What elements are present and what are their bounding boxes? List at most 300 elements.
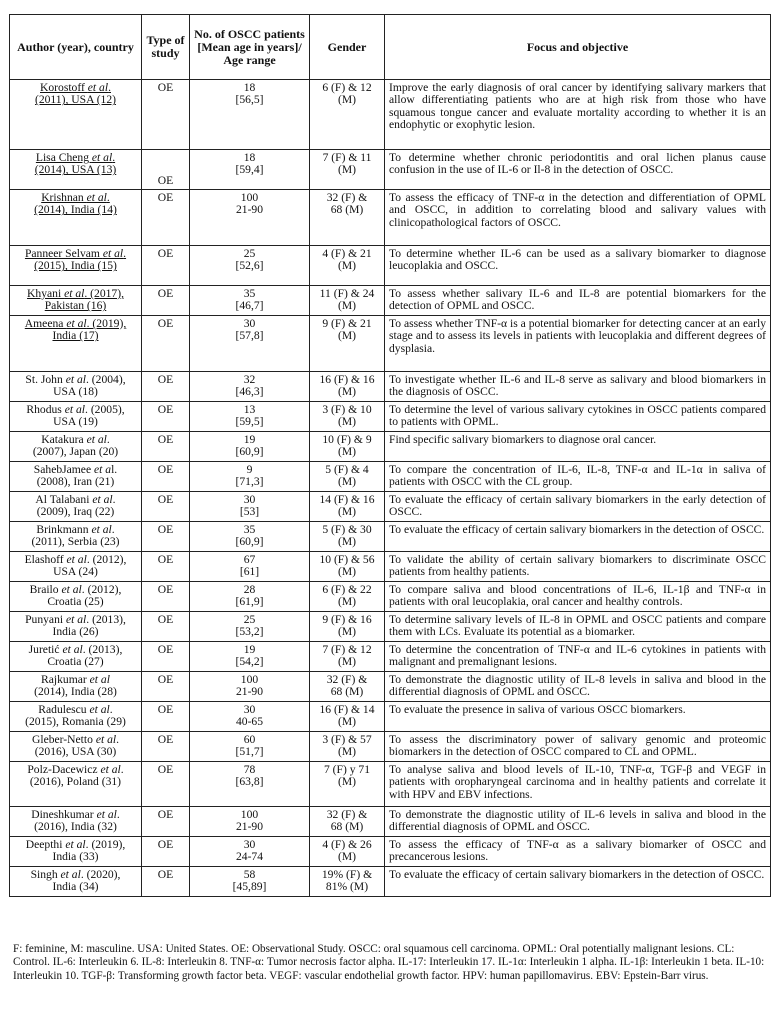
- author-punct: .: [120, 763, 124, 776]
- cell-author[interactable]: [10, 246, 142, 286]
- gender-line-2: (M): [337, 163, 357, 177]
- patient-age: [60,9]: [235, 445, 264, 459]
- author-year-country: India (33): [52, 850, 99, 864]
- author-name: Dineshkumar: [31, 808, 97, 821]
- cell-focus: To determine whether chronic periodontitis and oral lichen planus cause confusion in the use of IL-6 or Il-8 in the detection of OSCC.: [385, 150, 771, 190]
- author-text: [34, 673, 117, 698]
- gender-line-1: 7 (F) & 11: [322, 151, 372, 164]
- gender-line-2: 68 (M): [330, 203, 364, 217]
- author-year-country: (2016), India (32): [34, 820, 117, 834]
- cell-focus: To demonstrate the diagnostic utility of IL-8 levels in saliva and blood in the differential diagnosis of OPML and OSCC.: [385, 672, 771, 702]
- gender-line-2: (M): [337, 259, 357, 273]
- cell-author[interactable]: [10, 190, 142, 246]
- cell-patients: [190, 732, 310, 762]
- author-punct: . (2012),: [81, 583, 122, 596]
- patient-count: 18: [243, 81, 256, 94]
- author-text: [26, 403, 124, 428]
- author-punct: l.: [111, 463, 118, 476]
- author-name: Rajkumar: [41, 673, 90, 686]
- et-al: et al: [64, 287, 85, 300]
- author-name: St. John: [25, 373, 66, 386]
- cell-patients: [190, 642, 310, 672]
- patient-count: 100: [240, 673, 259, 686]
- patient-age: [45,89]: [232, 880, 267, 894]
- cell-type: OE: [142, 582, 190, 612]
- gender-line-1: 3 (F) & 10: [322, 403, 372, 416]
- cell-patients: [190, 837, 310, 867]
- author-reference-link[interactable]: [34, 191, 117, 216]
- author-year-country: Pakistan (16): [44, 299, 107, 313]
- table-body: [10, 80, 771, 897]
- table-footnote: F: feminine, M: masculine. USA: United States. OE: Observational Study. OSCC: oral squamous cell carcinoma. OPML: Oral potentially malignant lesions. CL: Control. IL-6: Interleukin 6. IL-8: Interleukin 8. TNF-α: Tumor necrosis factor alpha. IL-17: Interleukin 17. IL-1α: Interleukin 1 alpha. IL-1β: Interleukin 1 beta. IL-10: Interleukin 10. TGF-β: Transforming growth factor beta. VEGF: vascular endothelial growth factor. HPV: human papillomavirus. EBV: Epstein-Barr virus.: [13, 943, 765, 982]
- cell-author[interactable]: [10, 316, 142, 372]
- et-al: et al: [66, 553, 87, 566]
- table-row: [10, 582, 771, 612]
- table-row: [10, 867, 771, 897]
- gender-line-1: 16 (F) & 16: [319, 373, 375, 386]
- cell-author: [10, 732, 142, 762]
- et-al: et al: [62, 643, 83, 656]
- et-al: et al: [92, 493, 113, 506]
- patient-age: [61]: [239, 565, 260, 579]
- gender-line-2: (M): [337, 505, 357, 519]
- gender-line-1: 5 (F) & 4: [325, 463, 369, 476]
- author-name: Singh: [30, 868, 61, 881]
- gender-line-1: 19% (F) &: [321, 868, 373, 881]
- gender-line-2: (M): [337, 625, 357, 639]
- author-name: Elashoff: [24, 553, 67, 566]
- et-al: et al: [65, 373, 86, 386]
- patient-age: [63,8]: [235, 775, 264, 789]
- author-name: Ameena: [24, 317, 67, 330]
- et-al: et al: [86, 433, 107, 446]
- cell-gender: [310, 642, 385, 672]
- cell-author: [10, 492, 142, 522]
- cell-focus: Improve the early diagnosis of oral cancer by identifying salivary markers that allow differentiating patients who are at high risk from those who have squamous tongue cancer and evaluate mortality according to whether it is an endophytic or exophytic lesion.: [385, 80, 771, 150]
- cell-gender: [310, 492, 385, 522]
- gender-line-2: (M): [337, 655, 357, 669]
- gender-line-2: (M): [337, 565, 357, 579]
- patient-age: [56,5]: [235, 93, 264, 107]
- cell-patients: [190, 762, 310, 807]
- cell-type: OE: [142, 432, 190, 462]
- et-al: et al: [65, 838, 86, 851]
- author-text: [34, 463, 117, 488]
- table-row: [10, 702, 771, 732]
- patient-count: 58: [243, 868, 256, 881]
- et-al: et a: [94, 463, 112, 476]
- gender-line-2: (M): [337, 329, 357, 343]
- studies-table: [9, 14, 771, 897]
- cell-gender: [310, 732, 385, 762]
- cell-focus: To determine whether IL-6 can be used as a salivary biomarker to diagnose leucoplakia and OSCC.: [385, 246, 771, 286]
- author-name: Krishnan: [41, 191, 87, 204]
- gender-line-2: (M): [337, 93, 357, 107]
- author-punct: .: [106, 191, 110, 204]
- author-year-country: India (26): [52, 625, 99, 639]
- patient-age: [59,4]: [235, 163, 264, 177]
- gender-line-1: 7 (F) y 71: [323, 763, 371, 776]
- et-al: et al: [64, 403, 86, 416]
- cell-gender: [310, 402, 385, 432]
- author-punct: .: [123, 247, 127, 260]
- cell-author: [10, 372, 142, 402]
- author-text: [30, 583, 122, 608]
- gender-line-1: 4 (F) & 21: [322, 247, 372, 260]
- author-year-country: (2011), USA (12): [34, 93, 117, 107]
- cell-gender: [310, 837, 385, 867]
- gender-line-2: (M): [337, 775, 357, 789]
- gender-line-1: 32 (F) &: [326, 808, 368, 821]
- table-row: [10, 837, 771, 867]
- cell-author: [10, 582, 142, 612]
- header-row: [10, 15, 771, 80]
- author-year-country: (2016), Poland (31): [29, 775, 122, 789]
- author-name: Korostoff: [40, 81, 88, 94]
- cell-patients: [190, 582, 310, 612]
- patient-count: 30: [243, 493, 256, 506]
- author-reference-link[interactable]: [35, 81, 116, 106]
- cell-gender: [310, 190, 385, 246]
- patient-age: [46,7]: [235, 299, 264, 313]
- author-reference-link[interactable]: [35, 151, 116, 176]
- gender-line-1: 16 (F) & 14: [319, 703, 375, 716]
- author-reference-link[interactable]: [25, 247, 126, 272]
- author-text: [31, 868, 121, 893]
- author-text: [32, 733, 119, 758]
- et-al: et al: [66, 613, 87, 626]
- author-year-country: (2009), Iraq (22): [36, 505, 115, 519]
- et-al: et al: [89, 673, 110, 686]
- gender-line-2: (M): [337, 475, 357, 489]
- gender-line-2: (M): [337, 745, 357, 759]
- gender-line-1: 9 (F) & 16: [322, 613, 372, 626]
- cell-gender: [310, 762, 385, 807]
- patient-count: 19: [243, 643, 256, 656]
- cell-patients: [190, 80, 310, 150]
- patient-count: 78: [243, 763, 256, 776]
- gender-line-1: 10 (F) & 56: [319, 553, 375, 566]
- cell-patients: [190, 522, 310, 552]
- cell-patients: [190, 462, 310, 492]
- cell-patients: [190, 246, 310, 286]
- patient-count: 30: [243, 703, 256, 716]
- author-name: SahebJamee: [33, 463, 94, 476]
- cell-focus: To assess the efficacy of TNF-α in the detection and differentiation of OPML and OSCC, in addition to correlating blood and salivary values with clinicopathological factors of OSCC.: [385, 190, 771, 246]
- patient-count: 35: [243, 523, 256, 536]
- table-row: [10, 807, 771, 837]
- author-year-country: India (34): [52, 880, 99, 894]
- author-punct: . (2019),: [86, 317, 127, 330]
- gender-line-2: (M): [337, 535, 357, 549]
- gender-line-2: 68 (M): [330, 820, 364, 834]
- author-punct: .: [116, 808, 120, 821]
- author-reference-link[interactable]: [25, 317, 126, 342]
- author-name: Brailo: [29, 583, 62, 596]
- author-year-country: USA (19): [53, 415, 98, 429]
- gender-line-1: 6 (F) & 22: [322, 583, 372, 596]
- author-reference-link[interactable]: [27, 287, 124, 312]
- cell-patients: [190, 702, 310, 732]
- author-punct: . (2012),: [86, 553, 127, 566]
- cell-type: OE: [142, 732, 190, 762]
- author-name: Gleber-Netto: [31, 733, 96, 746]
- cell-author: [10, 612, 142, 642]
- cell-author[interactable]: [10, 286, 142, 316]
- cell-focus: To assess whether TNF-α is a potential biomarker for detecting cancer at an early stage and to assess its levels in patients with leucoplakia and different degrees of dysplasia.: [385, 316, 771, 372]
- author-name: Lisa Cheng: [35, 151, 92, 164]
- table-row: [10, 612, 771, 642]
- patient-count: 30: [243, 317, 256, 330]
- cell-patients: [190, 150, 310, 190]
- author-text: [25, 703, 126, 728]
- patient-count: 18: [243, 151, 256, 164]
- author-name: Punyani: [25, 613, 66, 626]
- cell-type: OE: [142, 867, 190, 897]
- author-name: Brinkmann: [36, 523, 92, 536]
- author-punct: .: [112, 151, 116, 164]
- cell-focus: To evaluate the efficacy of certain salivary biomarkers in the detection of OSCC.: [385, 867, 771, 897]
- author-punct: .: [109, 703, 113, 716]
- table-row: [10, 402, 771, 432]
- cell-focus: To assess the efficacy of TNF-α as a salivary biomarker of OSCC and precancerous lesions.: [385, 837, 771, 867]
- author-year-country: (2014), India (14): [34, 203, 117, 217]
- cell-gender: [310, 612, 385, 642]
- gender-line-1: 9 (F) & 21: [322, 317, 372, 330]
- cell-gender: [310, 522, 385, 552]
- gender-line-1: 5 (F) & 30: [322, 523, 372, 536]
- header-patients: No. of OSCC patients [Mean age in years]/ Age range: [190, 15, 310, 80]
- cell-gender: [310, 432, 385, 462]
- gender-line-2: 68 (M): [330, 685, 364, 699]
- cell-gender: [310, 286, 385, 316]
- cell-type: OE: [142, 462, 190, 492]
- author-year-country: Croatia (27): [47, 655, 104, 669]
- author-punct: . (2013),: [82, 643, 123, 656]
- author-name: Deepthi: [25, 838, 66, 851]
- cell-gender: [310, 672, 385, 702]
- cell-gender: [310, 702, 385, 732]
- et-al: et al: [86, 191, 107, 204]
- author-name: Panneer Selvam: [24, 247, 103, 260]
- cell-patients: [190, 316, 310, 372]
- et-al: et al: [95, 733, 117, 746]
- table-row: [10, 286, 771, 316]
- author-text: [25, 553, 127, 578]
- author-text: [29, 643, 123, 668]
- patient-age: [61,9]: [235, 595, 264, 609]
- cell-focus: To assess the discriminatory power of salivary genomic and proteomic biomarkers in the detection of OSCC compared to CL and OPML.: [385, 732, 771, 762]
- cell-focus: To compare saliva and blood concentrations of IL-6, IL-1β and TNF-α in patients with oral leucoplakia, oral cancer and healthy controls.: [385, 582, 771, 612]
- author-punct: .: [116, 733, 120, 746]
- cell-focus: To determine the level of various salivary cytokines in OSCC patients compared to patients with OPML.: [385, 402, 771, 432]
- cell-focus: To validate the ability of certain salivary biomarkers to discriminate OSCC patients from healthy patients.: [385, 552, 771, 582]
- author-punct: . (2004),: [85, 373, 126, 386]
- author-name: Rhodus: [26, 403, 65, 416]
- cell-type: OE: [142, 642, 190, 672]
- cell-focus: To compare the concentration of IL-6, IL-8, TNF-α and IL-1α in saliva of patients with OSCC with the CL group.: [385, 462, 771, 492]
- author-name: Juretić: [28, 643, 63, 656]
- patient-age: [53,2]: [235, 625, 264, 639]
- table-row: [10, 642, 771, 672]
- cell-author: [10, 672, 142, 702]
- table-row: [10, 246, 771, 286]
- patient-age: [51,7]: [235, 745, 264, 759]
- header-gender: Gender: [310, 15, 385, 80]
- patient-age: 24-74: [235, 850, 264, 864]
- cell-type: OE: [142, 150, 190, 190]
- author-name: Katakura: [41, 433, 87, 446]
- gender-line-1: 7 (F) & 12: [322, 643, 372, 656]
- cell-patients: [190, 807, 310, 837]
- et-al: et al: [61, 583, 82, 596]
- cell-type: OE: [142, 286, 190, 316]
- gender-line-1: 3 (F) & 57: [322, 733, 372, 746]
- author-name: Radulescu: [38, 703, 90, 716]
- gender-line-1: 6 (F) & 12: [322, 81, 372, 94]
- et-al: et al: [66, 317, 87, 330]
- patient-age: [46,3]: [235, 385, 264, 399]
- gender-line-2: (M): [337, 715, 357, 729]
- gender-line-2: (M): [337, 595, 357, 609]
- cell-author: [10, 762, 142, 807]
- cell-gender: [310, 80, 385, 150]
- cell-gender: [310, 150, 385, 190]
- cell-focus: To analyse saliva and blood levels of IL-10, TNF-α, TGF-β and VEGF in patients with oropharyngeal carcinoma and in healthy patients and correlate it with HPV and EBV infections.: [385, 762, 771, 807]
- patient-count: 35: [243, 287, 256, 300]
- gender-line-2: (M): [337, 385, 357, 399]
- author-text: [31, 523, 119, 548]
- patient-count: 13: [243, 403, 256, 416]
- table-row: [10, 150, 771, 190]
- author-text: [35, 493, 115, 518]
- cell-type: OE: [142, 372, 190, 402]
- cell-patients: [190, 432, 310, 462]
- author-year-country: USA (24): [53, 565, 98, 579]
- cell-author: [10, 552, 142, 582]
- patient-age: [53]: [239, 505, 260, 519]
- author-punct: .: [106, 433, 110, 446]
- patient-age: 40-65: [235, 715, 264, 729]
- cell-type: OE: [142, 762, 190, 807]
- et-al: et al: [60, 868, 81, 881]
- cell-type: OE: [142, 612, 190, 642]
- author-year-country: (2014), India (28): [34, 685, 117, 699]
- cell-gender: [310, 316, 385, 372]
- cell-focus: To demonstrate the diagnostic utility of IL-6 levels in saliva and blood in the differential diagnosis of OPML and OSCC.: [385, 807, 771, 837]
- cell-author: [10, 807, 142, 837]
- cell-author: [10, 462, 142, 492]
- cell-focus: Find specific salivary biomarkers to diagnose oral cancer.: [385, 432, 771, 462]
- cell-focus: To evaluate the presence in saliva of various OSCC biomarkers.: [385, 702, 771, 732]
- gender-line-2: (M): [337, 445, 357, 459]
- cell-patients: [190, 867, 310, 897]
- cell-focus: To assess whether salivary IL-6 and IL-8 are potential biomarkers for the detection of OPML and OSCC.: [385, 286, 771, 316]
- cell-type: OE: [142, 837, 190, 867]
- gender-line-1: 11 (F) & 24: [319, 287, 375, 300]
- patient-age: [60,9]: [235, 535, 264, 549]
- et-al: et al: [89, 703, 110, 716]
- cell-type: OE: [142, 492, 190, 522]
- cell-author: [10, 867, 142, 897]
- cell-type: OE: [142, 80, 190, 150]
- cell-author: [10, 522, 142, 552]
- cell-type: OE: [142, 807, 190, 837]
- patient-count: 32: [243, 373, 256, 386]
- author-text: [33, 433, 118, 458]
- patient-age: 21-90: [235, 203, 264, 217]
- author-punct: . (2020),: [80, 868, 121, 881]
- gender-line-2: (M): [337, 299, 357, 313]
- cell-patients: [190, 552, 310, 582]
- author-year-country: (2011), Serbia (23): [31, 535, 120, 549]
- author-year-country: India (17): [52, 329, 99, 343]
- author-year-country: (2015), Romania (29): [25, 715, 126, 729]
- patient-count: 67: [243, 553, 256, 566]
- et-al: et al: [100, 763, 121, 776]
- gender-line-2: (M): [337, 415, 357, 429]
- cell-patients: [190, 402, 310, 432]
- patient-age: [59,5]: [235, 415, 264, 429]
- table-row: [10, 672, 771, 702]
- cell-focus: To evaluate the efficacy of certain salivary biomarkers in the early detection of OSCC.: [385, 492, 771, 522]
- gender-line-1: 4 (F) & 26: [322, 838, 372, 851]
- author-punct: . (2019),: [85, 838, 126, 851]
- table-row: [10, 316, 771, 372]
- cell-author: [10, 402, 142, 432]
- author-punct: . (2005),: [85, 403, 125, 416]
- cell-gender: [310, 462, 385, 492]
- cell-gender: [310, 582, 385, 612]
- patient-count: 28: [243, 583, 256, 596]
- author-year-country: (2008), Iran (21): [36, 475, 115, 489]
- table-row: [10, 522, 771, 552]
- patient-count: 9: [246, 463, 253, 476]
- cell-gender: [310, 807, 385, 837]
- et-al: et al: [91, 523, 112, 536]
- cell-author[interactable]: [10, 80, 142, 150]
- patient-age: 21-90: [235, 685, 264, 699]
- table-row: [10, 432, 771, 462]
- cell-type: OE: [142, 552, 190, 582]
- cell-author[interactable]: [10, 150, 142, 190]
- cell-patients: [190, 372, 310, 402]
- table-row: [10, 80, 771, 150]
- cell-patients: [190, 190, 310, 246]
- author-punct: . (2017),: [84, 287, 124, 300]
- patient-count: 30: [243, 838, 256, 851]
- cell-focus: To investigate whether IL-6 and IL-8 serve as salivary and blood biomarkers in the diagnosis of OSCC.: [385, 372, 771, 402]
- cell-gender: [310, 372, 385, 402]
- cell-type: OE: [142, 522, 190, 552]
- cell-gender: [310, 867, 385, 897]
- patient-age: [54,2]: [235, 655, 264, 669]
- cell-patients: [190, 672, 310, 702]
- table-row: [10, 190, 771, 246]
- patient-count: 25: [243, 247, 256, 260]
- author-year-country: USA (18): [53, 385, 98, 399]
- author-year-country: (2015), India (15): [34, 259, 117, 273]
- cell-type: OE: [142, 190, 190, 246]
- gender-line-1: 32 (F) &: [326, 191, 368, 204]
- header-author: Author (year), country: [10, 15, 142, 80]
- author-text: [26, 838, 126, 863]
- cell-type: OE: [142, 402, 190, 432]
- header-type: Type of study: [142, 15, 190, 80]
- gender-line-1: 14 (F) & 16: [319, 493, 375, 506]
- patient-age: [57,8]: [235, 329, 264, 343]
- author-name: Polz-Dacewicz: [27, 763, 101, 776]
